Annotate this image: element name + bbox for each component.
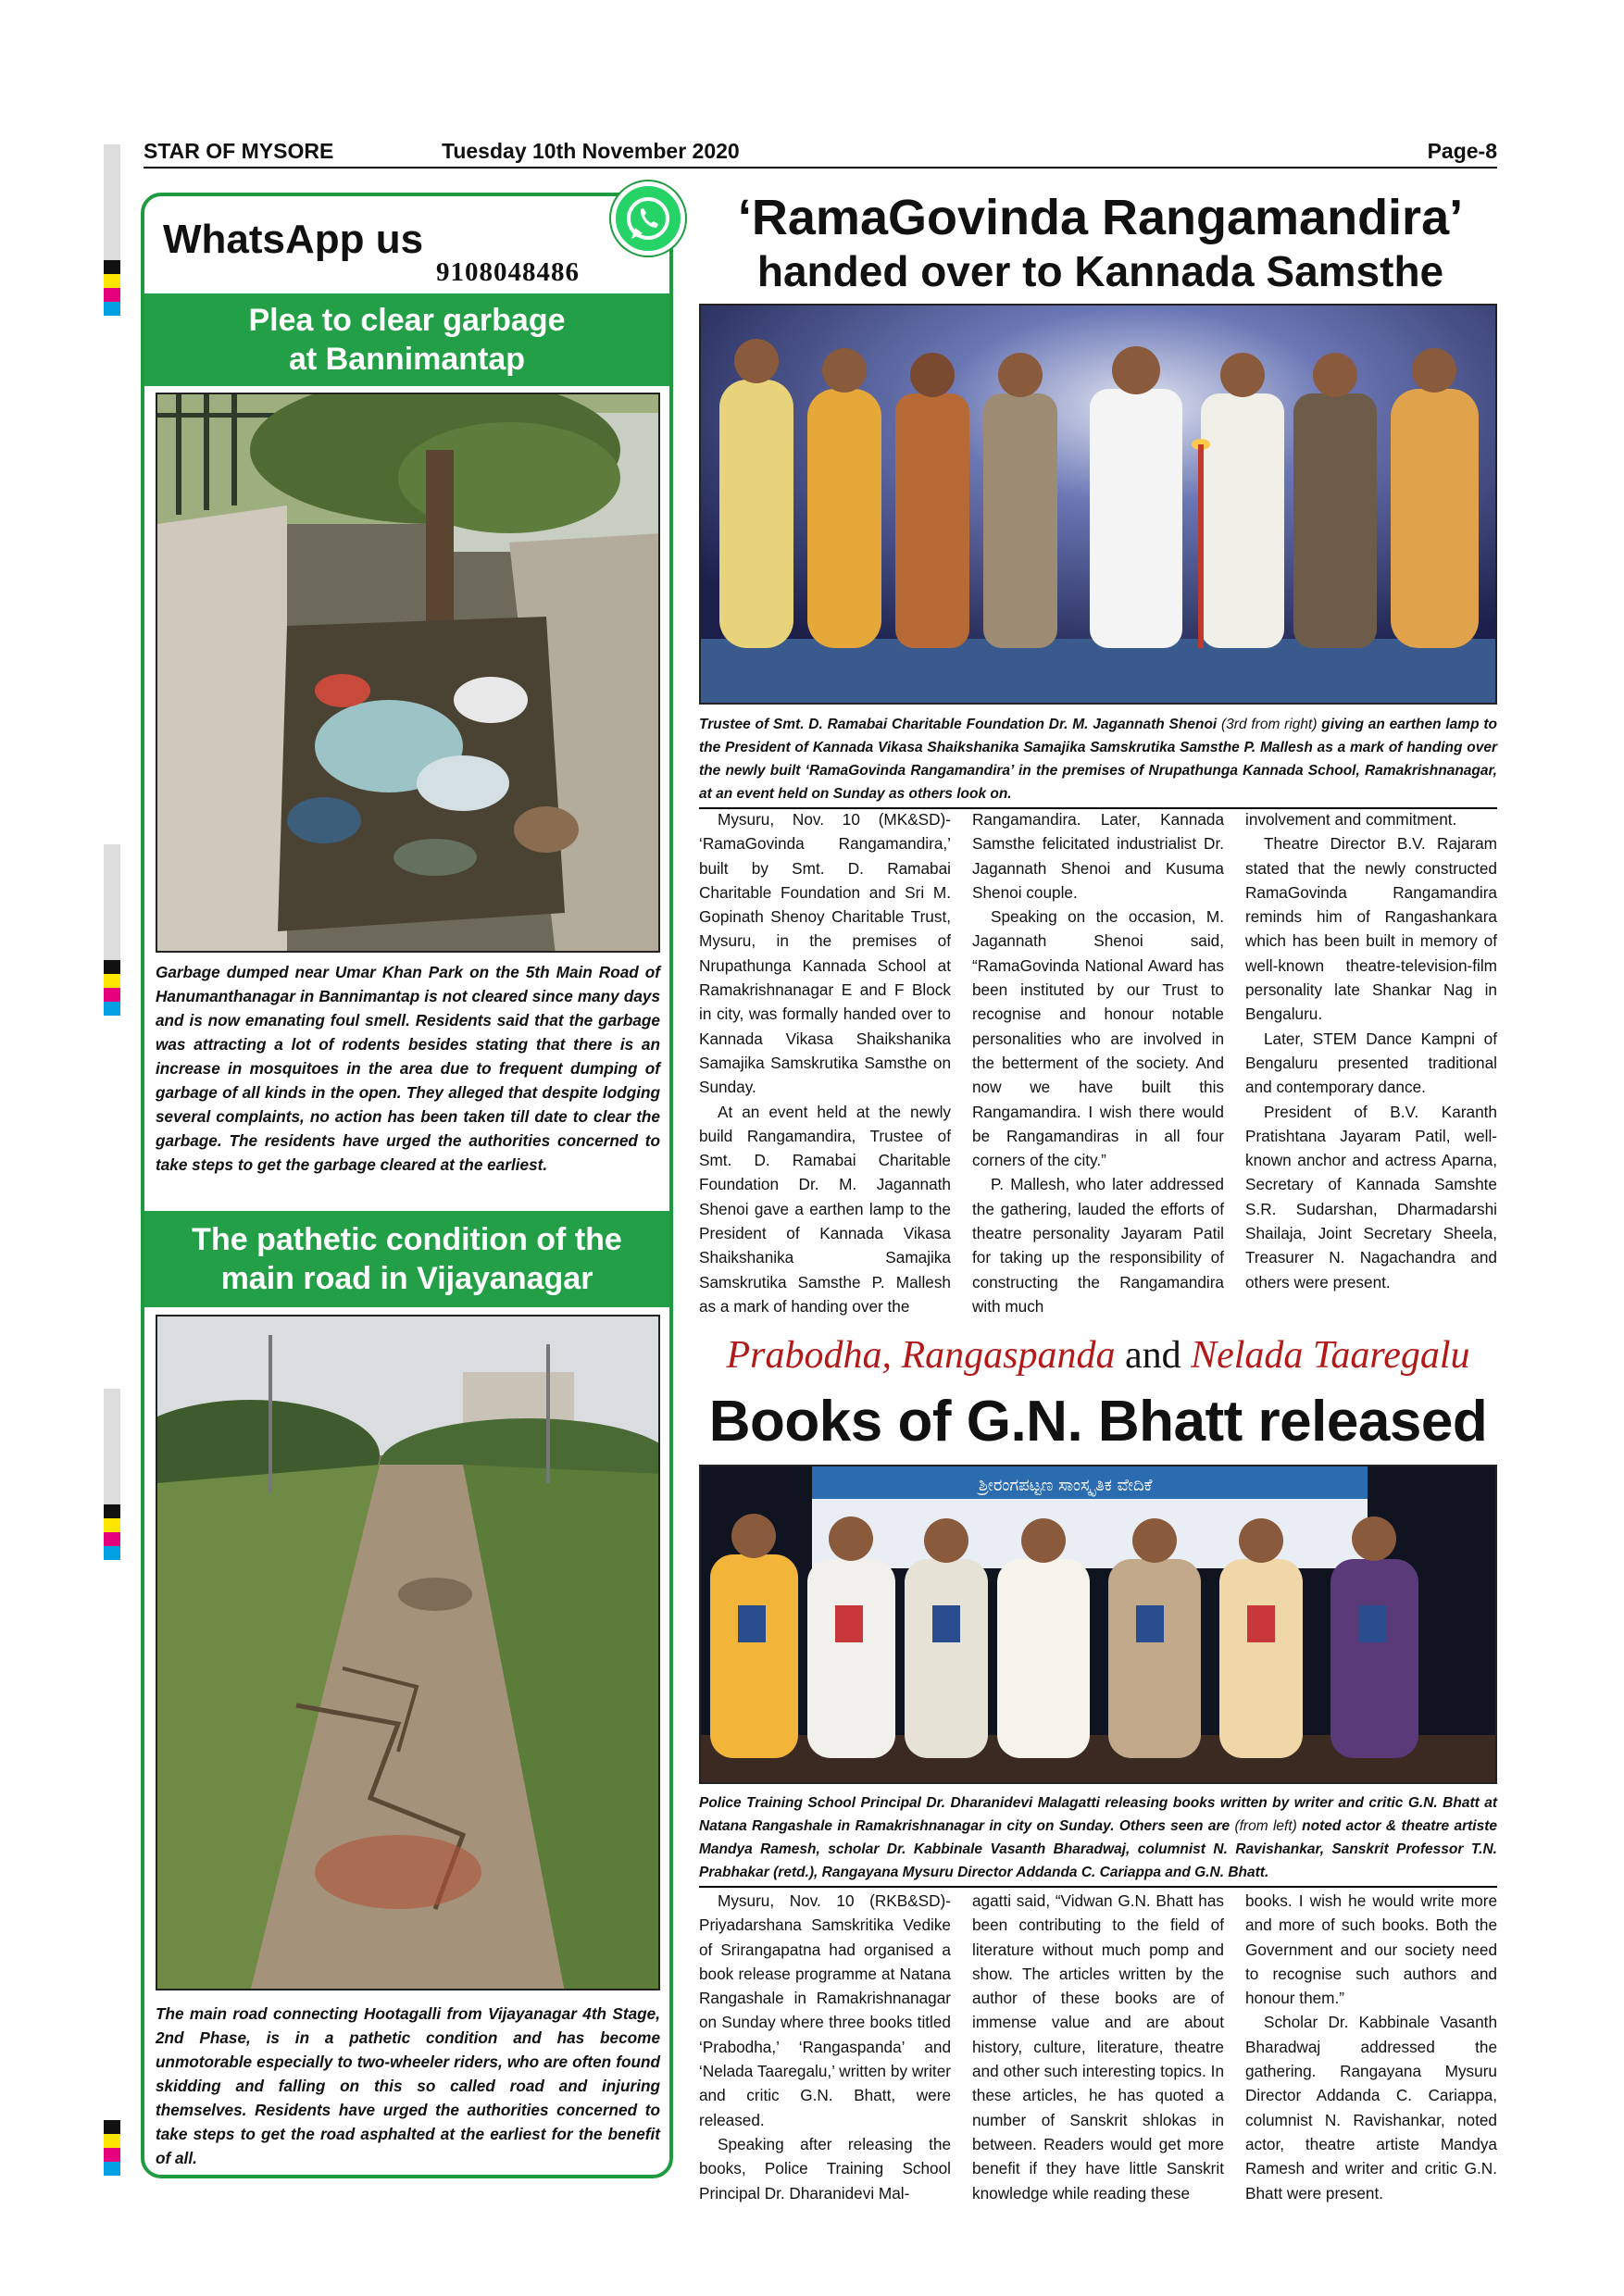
- article2-paragraph: Scholar Dr. Kabbinale Vasanth Bharadwaj addressed the gathering. Rangayana Mysuru Director Addanda C. Cariappa, columnist N. Ravishankar, noted actor, theatre artiste Mandya Ramesh and writer and critic G.N. Bhatt were present.: [1245, 2013, 1497, 2202]
- whatsapp-sidebar: [141, 193, 673, 2178]
- story1-heading-line1: Plea to clear garbage: [248, 303, 566, 338]
- whatsapp-title: WhatsApp us: [163, 217, 424, 262]
- article1-caption-a: Trustee of Smt. D. Ramabai Charitable Foundation Dr. M. Jagannath Shenoi: [699, 717, 1218, 732]
- banner-text: ಶ್ರೀರಂಗಪಟ್ಟಣ ಸಾಂಸ್ಕೃತಿಕ ವೇದಿಕೆ: [979, 1476, 1153, 1495]
- article1-paragraph: Mysuru, Nov. 10 (MK&SD)- ‘RamaGovinda Rangamandira,’ built by Smt. D. Ramabai Charitable Foundation and Sri M. Gopinath Shenoy Charitable Trust, Mysuru, in the premises of Nrupathunga Kannada School at Ramakrishnanagar E and F Block in city, was formally handed over to Kannada Vikasa Shaikshanika Samajika Samskrutika Samsthe on Sunday.: [699, 810, 951, 1097]
- article1-column-3: [1245, 807, 1497, 1318]
- whatsapp-phone-icon: [624, 194, 672, 243]
- story1-heading: [144, 293, 669, 386]
- article2-caption-b: (from left): [1234, 1818, 1297, 1834]
- article1-paragraph: Later, STEM Dance Kampni of Bengaluru presented traditional and contemporary dance.: [1245, 1029, 1497, 1097]
- article2-headline: Books of G.N. Bhatt released: [708, 1390, 1488, 1454]
- book-release-photo: [699, 1465, 1497, 1784]
- article1-body: [699, 807, 1497, 1318]
- article2-paragraph: books. I wish he would write more and more of such books. Both the Government and our society need to recognise such authors and honour them.”: [1245, 1891, 1497, 2008]
- book-release-photo-illustration: [701, 1466, 1497, 1784]
- article1-paragraph: President of B.V. Karanth Pratishtana Jayaram Patil, well-known anchor and actress Aparna, Secretary of Kannada Samshte S.R. Sudarshan, Dharmadarshi Shailaja, Joint Secretary Sheela, Treasurer N. Nagachandra and others were present.: [1245, 1102, 1497, 1292]
- road-photo: [156, 1315, 660, 1990]
- article2-kicker-title2: Nelada Taaregalu: [1191, 1334, 1470, 1377]
- registration-marks-2: [104, 844, 120, 1016]
- article2-kicker-and: and: [1124, 1334, 1181, 1377]
- article1-caption-c: giving an earthen lamp to the President of Kannada Vikasa Shaikshanika Samajika Samskrutika Samsthe P. Mallesh as a mark of handing over the newly built ‘RamaGovinda Rangamandira’ in the premises of Nrupathunga Kannada School, Ramakrishnanagar, at an event held on Sunday as others look on.: [699, 717, 1497, 802]
- whatsapp-number: 9108048486: [436, 257, 580, 287]
- article1-headline-main: ‘RamaGovinda Rangamandira’: [737, 190, 1464, 245]
- article1-photo-caption: [699, 713, 1497, 809]
- article1-paragraph: P. Mallesh, who later addressed the gathering, lauded the efforts of theatre personality Jayaram Patil for taking up the responsibility of constructing the Rangamandira with much: [972, 1175, 1224, 1316]
- article2-caption-a: Police Training School Principal Dr. Dharanidevi Malagatti releasing books written by writer and critic G.N. Bhatt at Natana Rangashale in Ramakrishnanagar in city on Sunday. Others seen are: [699, 1795, 1497, 1834]
- article1-headline: [704, 190, 1497, 297]
- article2-caption-c: noted actor & theatre artiste Mandya Ramesh, scholar Dr. Kabbinale Vasanth Bharadwaj, columnist N. Ravishankar, Sanskrit Professor T.N. Prabhakar (retd.), Rangayana Mysuru Director Addanda C. Cariappa and G.N. Bhatt.: [699, 1818, 1497, 1880]
- article2-paragraph: agatti said, “Vidwan G.N. Bhatt has been contributing to the field of literature without much pomp and show. The articles written by the author of these books are of immense value and are about history, culture, literature, theatre and other such interesting topics. In these articles, he has quoted a number of Sanskrit shlokas in between. Readers would get more benefit if they have little Sanskrit knowledge while reading these: [972, 1891, 1224, 2202]
- article2-column-2: [972, 1889, 1224, 2205]
- garbage-photo-illustration: [157, 394, 660, 953]
- article1-column-1: [699, 807, 951, 1318]
- registration-marks-4: [104, 2120, 120, 2176]
- article2-column-1: [699, 1889, 951, 2205]
- garbage-photo: [156, 393, 660, 953]
- whatsapp-icon: [611, 181, 685, 256]
- article1-paragraph: involvement and commitment.: [1245, 810, 1457, 829]
- story1-caption: Garbage dumped near Umar Khan Park on the 5th Main Road of Hanumanthanagar in Bannimantap is not cleared since many days and is now emanating foul smell. Residents said that the garbage was attracting a lot of rodents besides stating that there is an increase in mosquitoes in the area due to frequent dumping of garbage of all kinds in the open. They alleged that despite lodging several complaints, no action has been taken till date to clear the garbage. The residents have urged the authorities concerned to take steps to get the garbage cleared at the earliest.: [156, 963, 660, 1174]
- article2-paragraph: Mysuru, Nov. 10 (RKB&SD)- Priyadarshana Samskritika Vedike of Srirangapatna had organised a book release programme at Natana Rangashale in Ramakrishnanagar on Sunday where three books titled ‘Prabodha,’ ‘Rangaspanda’ and ‘Nelada Taaregalu,’ written by writer and critic G.N. Bhatt, were released.: [699, 1891, 951, 2129]
- page-header: [144, 139, 1497, 165]
- story2-caption: The main road connecting Hootagalli from Vijayanagar 4th Stage, 2nd Phase, is in a pathetic condition and has become unmotorable especially to two-wheeler riders, who are often found skidding and falling on this so called road and injuring themselves. Residents have urged the authorities concerned to take steps to get the road asphalted at the earliest for the benefit of all.: [156, 2004, 660, 2167]
- registration-marks-3: [104, 1389, 120, 1560]
- publication-name: STAR OF MYSORE: [144, 139, 334, 163]
- story1-heading-line2: at Bannimantap: [288, 342, 526, 377]
- article1-paragraph: Speaking on the occasion, M. Jagannath Shenoi said, “RamaGovinda National Award has been instituted by our Trust to recognise and honour notable personalities who are involved in the betterment of the society. And now we have built this Rangamandira. I wish there would be Rangamandiras in all four corners of the city.”: [972, 907, 1224, 1170]
- registration-marks-1: [104, 144, 120, 316]
- issue-date: Tuesday 10th November 2020: [442, 139, 740, 163]
- road-photo-illustration: [157, 1316, 660, 1990]
- article2-kicker: [699, 1333, 1497, 1378]
- header-rule: [144, 167, 1497, 168]
- article1-subheadline: handed over to Kannada Samsthe: [756, 247, 1444, 295]
- page-number: Page-8: [1427, 139, 1497, 163]
- article1-caption-b: (3rd from right): [1221, 717, 1318, 732]
- article2-body: [699, 1889, 1497, 2205]
- article2-photo-caption: [699, 1791, 1497, 1888]
- article2-paragraph: Speaking after releasing the books, Police Training School Principal Dr. Dharanidevi Mal-: [699, 2134, 951, 2202]
- story2-heading-line1: The pathetic condition of the: [192, 1222, 622, 1257]
- rangamandira-photo-illustration: [701, 306, 1497, 705]
- article1-column-2: [972, 807, 1224, 1318]
- story2-heading: [144, 1211, 669, 1307]
- article2-kicker-title1: Prabodha, Rangaspanda: [726, 1334, 1116, 1377]
- story2-heading-line2: main road in Vijayanagar: [220, 1261, 593, 1296]
- article1-paragraph: At an event held at the newly build Rangamandira, Trustee of Smt. D. Ramabai Charitable Foundation Dr. M. Jagannath Shenoi gave a earthen lamp to the President of Kannada Vikasa Shaikshanika Samajika Samskrutika Samsthe P. Mallesh as a mark of handing over the: [699, 1102, 951, 1316]
- article1-paragraph: Theatre Director B.V. Rajaram stated that the newly constructed RamaGovinda Rangamandira reminds him of Rangashankara which has been built in memory of well-known theatre-television-film personality late Shankar Nag in Bengaluru.: [1245, 834, 1497, 1024]
- article2-column-3: [1245, 1889, 1497, 2205]
- rangamandira-photo: [699, 304, 1497, 705]
- article1-paragraph: Rangamandira. Later, Kannada Samsthe felicitated industrialist Dr. Jagannath Shenoi and Kusuma Shenoi couple.: [972, 810, 1224, 902]
